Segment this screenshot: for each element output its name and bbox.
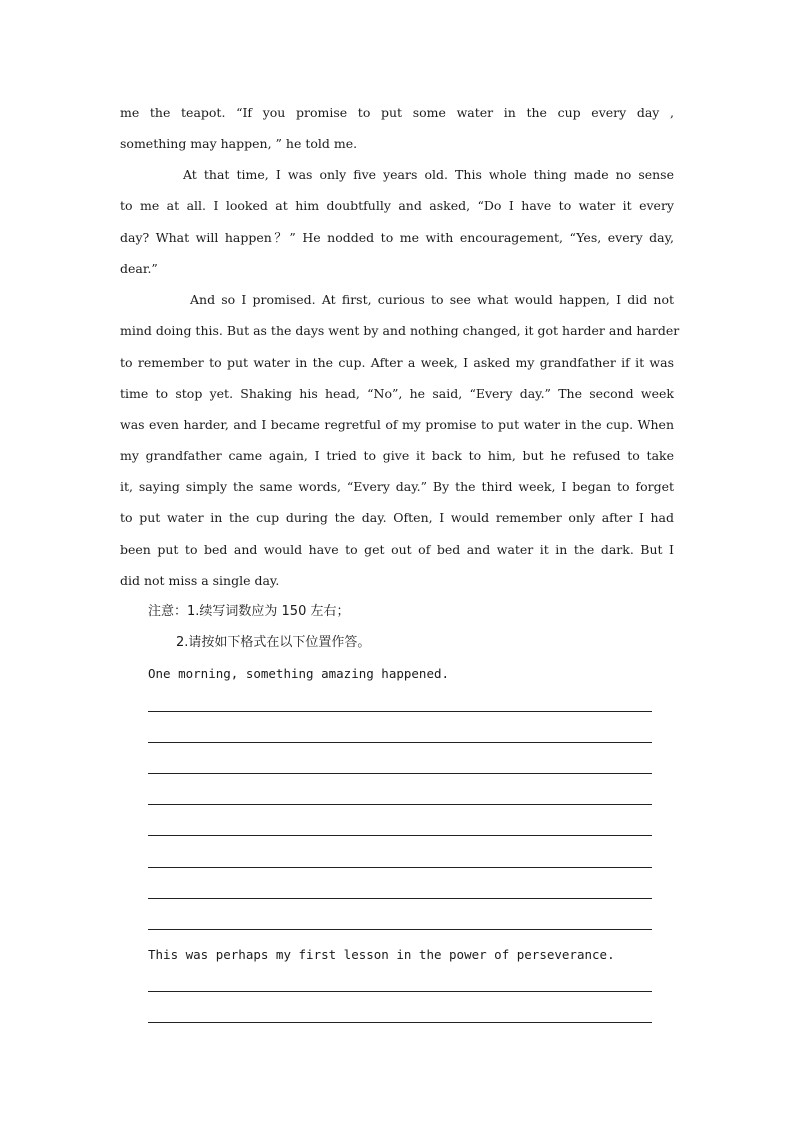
answer-line[interactable] bbox=[148, 773, 652, 774]
prompt-paragraph-1: One morning, something amazing happened. bbox=[148, 666, 450, 681]
passage-line-7: And so I promised. At first, curious to see what would happen, I did not bbox=[190, 292, 674, 307]
passage-line-16: did not miss a single day. bbox=[120, 573, 280, 588]
passage-line-1: me the teapot. “If you promise to put some water in the cup every day , bbox=[120, 105, 674, 120]
note-format: 2.请按如下格式在以下位置作答。 bbox=[176, 635, 371, 650]
answer-line[interactable] bbox=[148, 711, 652, 712]
answer-line[interactable] bbox=[148, 991, 652, 992]
passage-line-12: my grandfather came again, I tried to give it back to him, but he refused to take bbox=[120, 448, 674, 463]
passage-line-15: been put to bed and would have to get out of bed and water it in the dark. But I bbox=[120, 542, 674, 557]
note-word-count: 注意：1.续写词数应为 150 左右； bbox=[148, 604, 350, 619]
passage-line-13: it, saying simply the same words, “Every day.” By the third week, I began to forget bbox=[120, 479, 674, 494]
answer-line[interactable] bbox=[148, 835, 652, 836]
answer-line[interactable] bbox=[148, 929, 652, 930]
passage-line-10: time to stop yet. Shaking his head, “No”, he said, “Every day.” The second week bbox=[120, 386, 674, 401]
answer-line[interactable] bbox=[148, 804, 652, 805]
passage-line-11: was even harder, and I became regretful of my promise to put water in the cup. When bbox=[120, 417, 674, 432]
passage-line-14: to put water in the cup during the day. Often, I would remember only after I had bbox=[120, 510, 674, 525]
passage-line-6: dear.” bbox=[120, 261, 158, 276]
passage-line-8: mind doing this. But as the days went by and nothing changed, it got harder and harder bbox=[120, 323, 680, 338]
passage-line-4: to me at all. I looked at him doubtfully and asked, “Do I have to water it every bbox=[120, 198, 674, 213]
passage-line-2: something may happen, ” he told me. bbox=[120, 136, 358, 151]
passage-line-3: At that time, I was only five years old. This whole thing made no sense bbox=[183, 167, 674, 182]
answer-line[interactable] bbox=[148, 898, 652, 899]
passage-line-5: day? What will happen？” He nodded to me with encouragement, “Yes, every day, bbox=[120, 230, 674, 245]
answer-line[interactable] bbox=[148, 742, 652, 743]
answer-line[interactable] bbox=[148, 867, 652, 868]
passage-line-9: to remember to put water in the cup. After a week, I asked my grandfather if it was bbox=[120, 355, 674, 370]
prompt-paragraph-2: This was perhaps my first lesson in the power of perseverance. bbox=[148, 947, 615, 962]
answer-line[interactable] bbox=[148, 1022, 652, 1023]
